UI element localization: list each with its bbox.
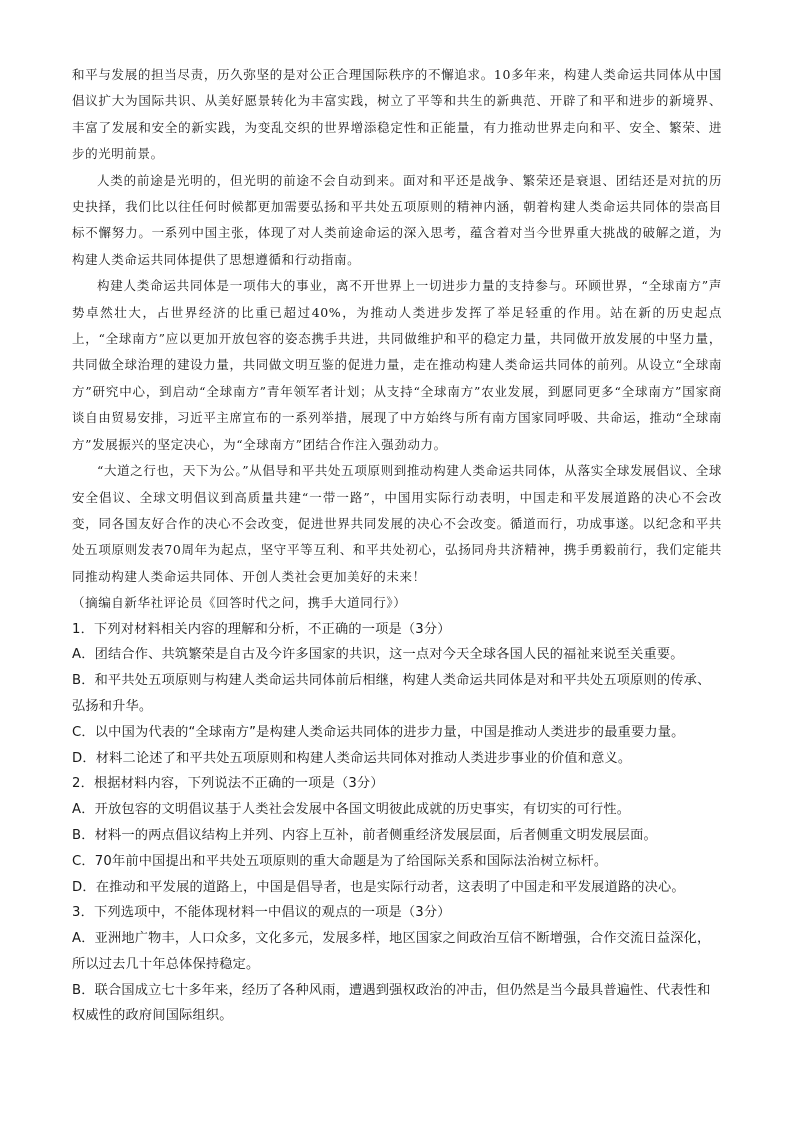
- question-stem: 3．下列选项中，不能体现材料一中倡议的观点的一项是（3分）: [72, 905, 451, 921]
- passage-paragraph: “大道之行也，天下为公。”从倡导和平共处五项原则到推动构建人类命运共同体，从落实全球发展倡议、全球安全倡议、全球文明倡议到高质量共建“一带一路”，中国用实际行动表明，中国走和平发展道路的决心不会改变，同各国友好合作的决心不会改变，促进世界共同发展的决心不会改变。循道而行，功成事遂。以纪念和平共处五项原则发表70周年为起点，坚守平等互利、和平共处初心，弘扬同舟共济精神，携手勇毅前行，我们定能共同推动构建人类命运共同体、开创人类社会更加美好的未来！: [72, 463, 722, 584]
- option-c: C．70年前中国提出和平共处五项原则的重大命题是为了给国际关系和国际法治树立标杆。: [72, 853, 608, 869]
- question-2: [72, 771, 722, 900]
- option-a: A．亚洲地广物丰，人口众多，文化多元，发展多样，地区国家之间政治互信不断增强，合作交流日益深化，所以过去几十年总体保持稳定。: [72, 931, 711, 972]
- option-a: A．团结合作、共筑繁荣是自古及今许多国家的共识，这一点对今天全球各国人民的福祉来说至关重要。: [72, 647, 684, 663]
- exam-page: [72, 62, 722, 1029]
- option-d: D．材料二论述了和平共处五项原则和构建人类命运共同体对推动人类进步事业的价值和意义。: [72, 750, 632, 766]
- option-b: B．和平共处五项原则与构建人类命运共同体前后相继，构建人类命运共同体是对和平共处五项原则的传承、弘扬和升华。: [72, 673, 711, 714]
- passage-paragraph: 人类的前途是光明的，但光明的前途不会自动到来。面对和平还是战争、繁荣还是衰退、团结还是对抗的历史抉择，我们比以往任何时候都更加需要弘扬和平共处五项原则的精神内涵，朝着构建人类命运共同体的崇高目标不懈努力。一系列中国主张，体现了对人类前途命运的深入思考，蕴含着对当今世界重大挑战的破解之道，为构建人类命运共同体提供了思想遵循和行动指南。: [72, 172, 722, 267]
- question-1: [72, 617, 722, 772]
- option-b: B．材料一的两点倡议结构上并列、内容上互补，前者侧重经济发展层面，后者侧重文明发展层面。: [72, 827, 657, 843]
- option-c: C．以中国为代表的“全球南方”是构建人类命运共同体的进步力量，中国是推动人类进步的最重要力量。: [72, 724, 685, 740]
- question-list: [72, 617, 722, 1030]
- passage-paragraph: 和平与发展的担当尽责，历久弥坚的是对公正合理国际秩序的不懈追求。10多年来，构建人类命运共同体从中国倡议扩大为国际共识、从美好愿景转化为丰富实践，树立了平等和共生的新典范、开辟了和平和进步的新境界、丰富了发展和安全的新实践，为变乱交织的世界增添稳定性和正能量，有力推动世界走向和平、安全、繁荣、进步的光明前景。: [72, 67, 722, 162]
- option-a: A．开放包容的文明倡议基于人类社会发展中各国文明彼此成就的历史事实，有切实的可行性。: [72, 802, 631, 818]
- reading-passage: [72, 62, 722, 617]
- question-stem: 1．下列对材料相关内容的理解和分析，不正确的一项是（3分）: [72, 621, 451, 637]
- question-3: [72, 900, 722, 1029]
- passage-paragraph: 构建人类命运共同体是一项伟大的事业，离不开世界上一切进步力量的支持参与。环顾世界，“全球南方”声势卓然壮大，占世界经济的比重已超过40%，为推动人类进步发挥了举足轻重的作用。站在新的历史起点上，“全球南方”应以更加开放包容的姿态携手共进，共同做维护和平的稳定力量，共同做开放发展的中坚力量，共同做全球治理的建设力量，共同做文明互鉴的促进力量，走在推动构建人类命运共同体的前列。从设立“全球南方”研究中心，到启动“全球南方”青年领军者计划；从支持“全球南方”农业发展，到愿同更多“全球南方”国家商谈自由贸易安排，习近平主席宣布的一系列举措，展现了中方始终与所有南方国家同呼吸、共命运，推动“全球南方”发展振兴的坚定决心，为“全球南方”团结合作注入强劲动力。: [72, 278, 722, 452]
- passage-source: （摘编自新华社评论员《回答时代之问，携手大道同行》）: [72, 595, 407, 611]
- option-d: D．在推动和平发展的道路上，中国是倡导者，也是实际行动者，这表明了中国走和平发展道路的决心。: [72, 879, 685, 895]
- option-b: B．联合国成立七十多年来，经历了各种风雨，遭遇到强权政治的冲击，但仍然是当今最具普遍性、代表性和权威性的政府间国际组织。: [72, 982, 711, 1024]
- question-stem: 2．根据材料内容，下列说法不正确的一项是（3分）: [72, 776, 384, 792]
